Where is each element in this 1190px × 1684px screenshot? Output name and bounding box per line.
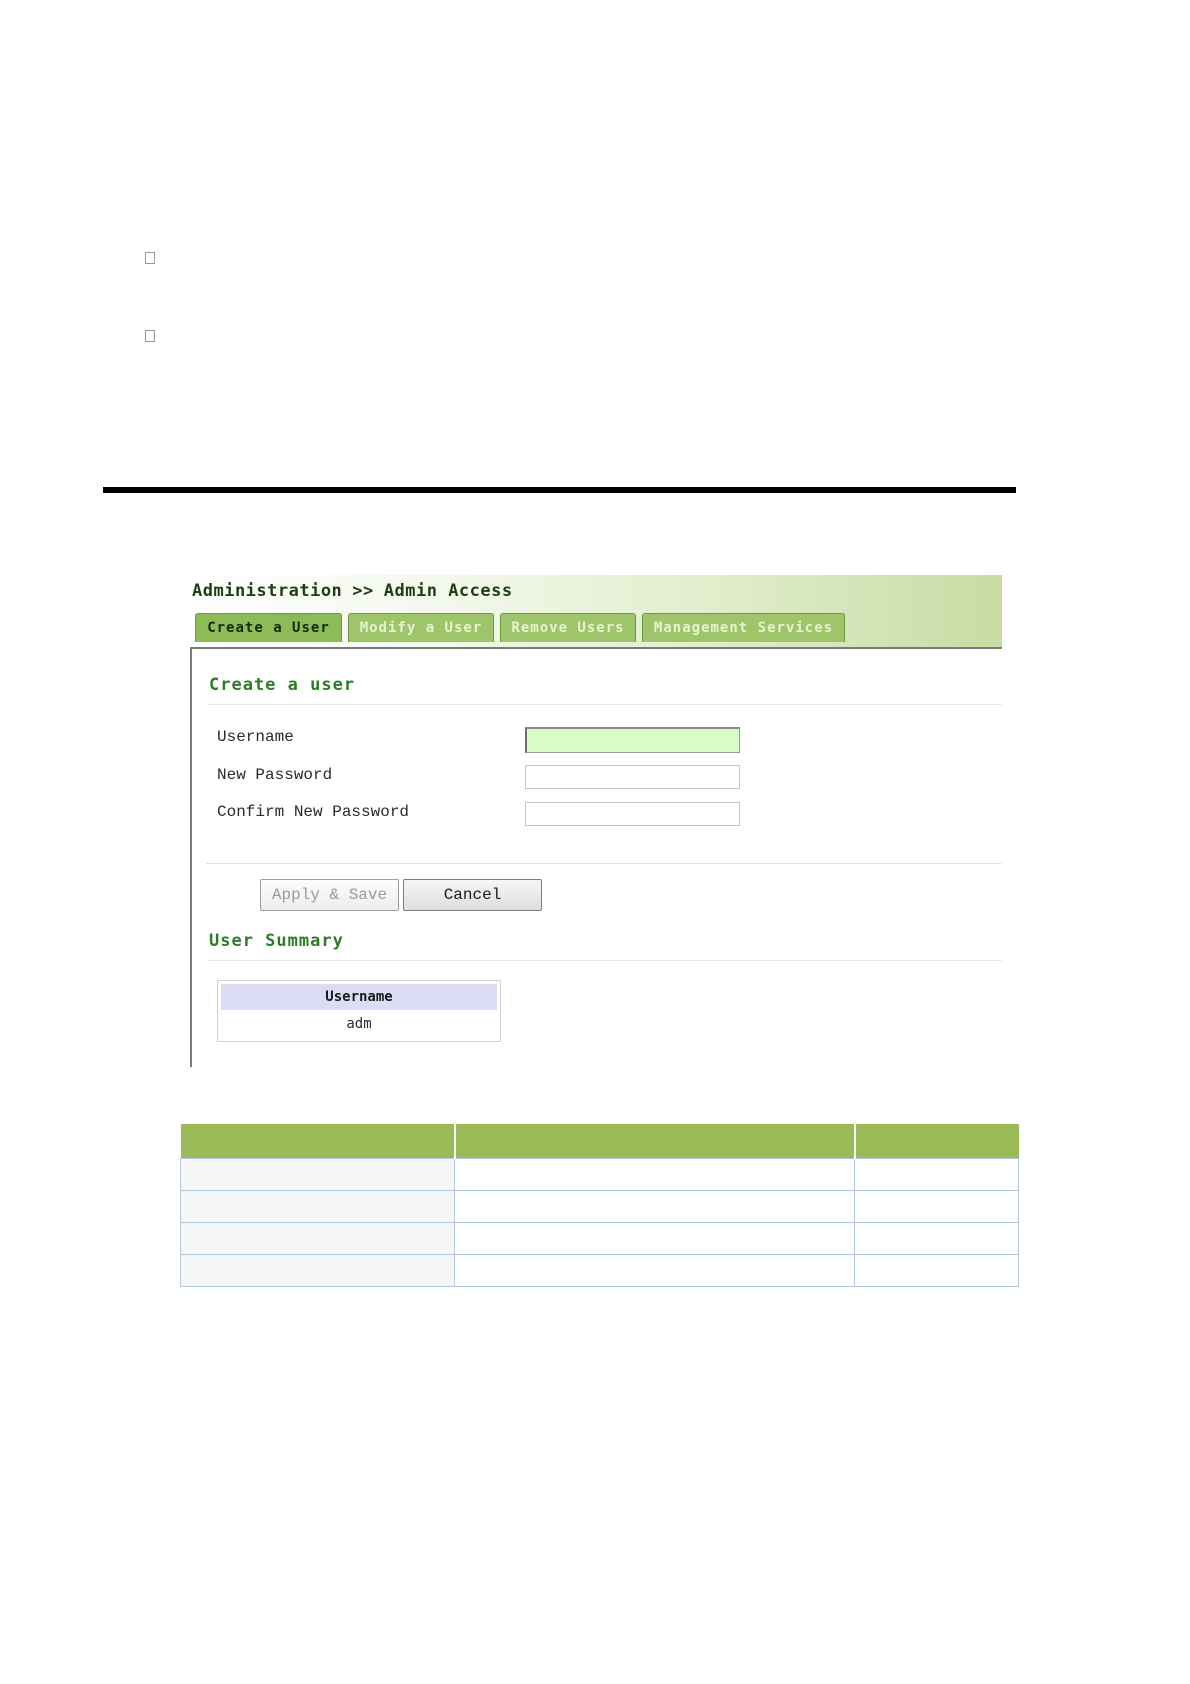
table-cell bbox=[181, 1223, 455, 1255]
table-cell bbox=[855, 1191, 1019, 1223]
empty-grid-table bbox=[180, 1124, 1019, 1287]
tab-management-services[interactable]: Management Services bbox=[642, 613, 845, 642]
cancel-button[interactable]: Cancel bbox=[403, 879, 542, 911]
table-cell bbox=[855, 1255, 1019, 1287]
user-summary-table bbox=[217, 980, 501, 1042]
panel-header bbox=[190, 575, 1002, 649]
table-row bbox=[181, 1191, 1019, 1223]
table-header-cell bbox=[855, 1124, 1019, 1159]
table-cell bbox=[455, 1223, 855, 1255]
apply-save-button[interactable]: Apply & Save bbox=[260, 879, 399, 911]
bullet-box-icon bbox=[145, 252, 155, 264]
new-password-label: New Password bbox=[217, 766, 333, 784]
user-summary-heading: User Summary bbox=[209, 931, 344, 951]
admin-access-panel bbox=[190, 575, 1002, 1067]
horizontal-rule bbox=[103, 487, 1016, 493]
table-cell bbox=[181, 1191, 455, 1223]
table-cell bbox=[181, 1159, 455, 1191]
tab-create-user[interactable]: Create a User bbox=[195, 613, 342, 642]
new-password-input[interactable] bbox=[525, 765, 740, 789]
tab-remove-users[interactable]: Remove Users bbox=[500, 613, 636, 642]
table-row bbox=[181, 1223, 1019, 1255]
table-header-row bbox=[181, 1124, 1019, 1159]
tab-modify-user[interactable]: Modify a User bbox=[348, 613, 494, 642]
breadcrumb-separator: >> bbox=[352, 581, 374, 601]
create-user-heading: Create a user bbox=[209, 675, 356, 695]
table-cell bbox=[455, 1255, 855, 1287]
username-label: Username bbox=[217, 728, 294, 746]
confirm-password-label: Confirm New Password bbox=[217, 803, 410, 821]
table-row bbox=[181, 1159, 1019, 1191]
bullet-box-icon bbox=[145, 330, 155, 342]
confirm-password-input[interactable] bbox=[525, 802, 740, 826]
panel-body bbox=[190, 647, 1002, 1067]
table-cell bbox=[455, 1191, 855, 1223]
section-divider bbox=[207, 704, 1002, 705]
table-header-cell bbox=[455, 1124, 855, 1159]
username-input[interactable] bbox=[525, 727, 740, 753]
breadcrumb-page: Admin Access bbox=[383, 581, 513, 601]
table-header-cell bbox=[181, 1124, 455, 1159]
summary-column-header: Username bbox=[221, 984, 497, 1010]
table-row bbox=[181, 1255, 1019, 1287]
breadcrumb-section[interactable]: Administration bbox=[192, 581, 343, 601]
breadcrumb bbox=[192, 581, 513, 601]
form-divider bbox=[207, 863, 1002, 864]
table-cell bbox=[181, 1255, 455, 1287]
table-cell bbox=[855, 1223, 1019, 1255]
table-cell bbox=[455, 1159, 855, 1191]
section-divider bbox=[207, 960, 1002, 961]
table-row[interactable]: adm bbox=[346, 1016, 372, 1032]
table-cell bbox=[855, 1159, 1019, 1191]
